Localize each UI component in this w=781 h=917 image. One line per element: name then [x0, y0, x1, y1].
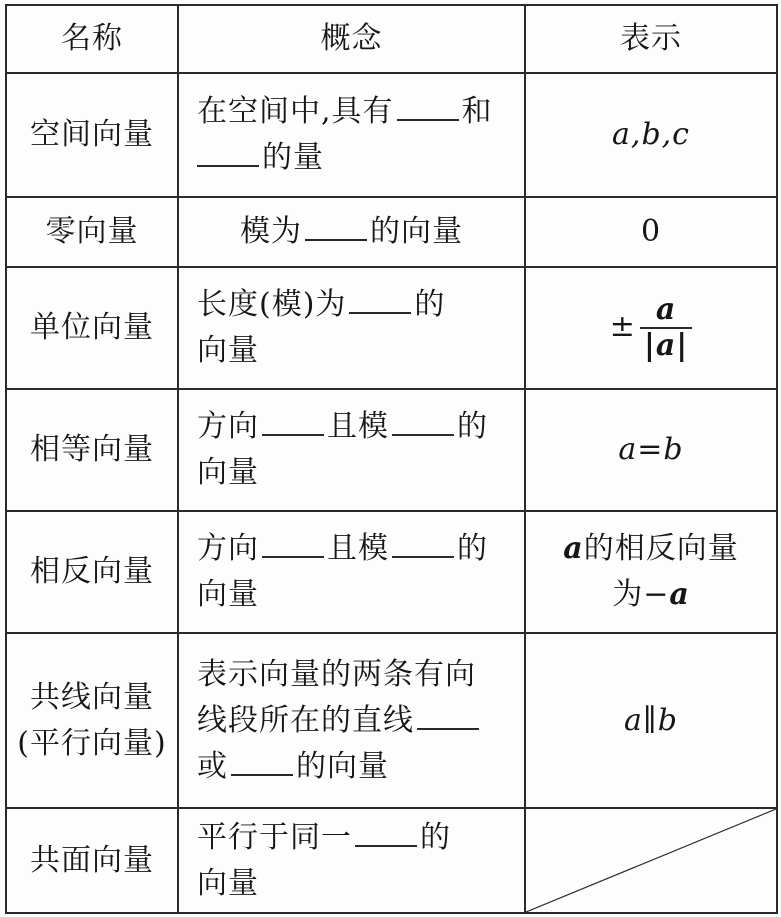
table-row: [6, 511, 777, 633]
plus-minus-sign: ±: [609, 309, 636, 344]
fill-in-blank: [392, 433, 454, 436]
row-concept: [178, 389, 525, 511]
fill-in-blank: [262, 555, 324, 558]
row-concept: [178, 511, 525, 633]
fraction: [640, 293, 692, 363]
concept-text: 的: [414, 287, 446, 322]
concept-text: 在空间中,具有: [197, 94, 394, 129]
row-concept: [178, 73, 525, 197]
concept-text: 且模: [327, 531, 389, 566]
concept-text: 的向量: [370, 214, 463, 249]
concept-text: 向量: [197, 865, 259, 901]
row-name: 共面向量: [6, 808, 178, 913]
header-name: 名称: [6, 5, 178, 73]
row-representation-empty: [525, 808, 777, 913]
fill-in-blank: [305, 238, 367, 241]
fill-in-blank: [231, 773, 293, 776]
table-row: [6, 633, 777, 808]
rep-variable: a: [669, 577, 690, 612]
concept-text: 的: [457, 531, 488, 566]
row-representation: a=b: [525, 389, 777, 511]
concept-text: 的量: [262, 140, 324, 175]
row-concept: [178, 267, 525, 389]
table-row: [6, 73, 777, 197]
concept-text: 方向: [197, 531, 259, 566]
fraction-numerator: a: [640, 293, 692, 329]
concept-text: 的向量: [296, 748, 389, 784]
concept-text: 表示向量的两条有向: [197, 656, 476, 692]
fill-in-blank: [349, 311, 411, 314]
fill-in-blank: [197, 164, 259, 167]
table-row: [6, 267, 777, 389]
row-name: 相反向量: [6, 511, 178, 633]
row-representation: [525, 267, 777, 389]
row-name-line: 共线向量: [30, 679, 154, 715]
row-representation: a∥b: [525, 633, 777, 808]
row-name: 单位向量: [6, 267, 178, 389]
fill-in-blank: [397, 118, 459, 121]
rep-text: 的相反向量: [583, 531, 739, 566]
row-name: 相等向量: [6, 389, 178, 511]
row-concept: [178, 808, 525, 913]
row-name: 零向量: [6, 197, 178, 267]
concept-text: 模为: [240, 214, 302, 249]
rep-variable: a: [563, 531, 584, 566]
row-name: [6, 633, 178, 808]
fill-in-blank: [262, 433, 324, 436]
table-row: [6, 808, 777, 913]
concept-text: 线段所在的直线: [197, 702, 414, 738]
fill-in-blank: [355, 844, 417, 847]
row-representation: 0: [525, 197, 777, 267]
fraction-denominator: |a|: [643, 328, 689, 363]
concept-text: 向量: [197, 577, 259, 612]
concept-text: 向量: [197, 455, 259, 490]
concept-text: 方向: [197, 409, 259, 444]
row-name: 空间向量: [6, 73, 178, 197]
concept-text: 向量: [197, 333, 259, 368]
concept-text: 且模: [327, 409, 389, 444]
row-representation: [525, 511, 777, 633]
concept-text: 和: [461, 94, 493, 129]
table-row: [6, 389, 777, 511]
concept-text: 平行于同一: [197, 819, 352, 855]
vector-concept-table: [5, 4, 778, 914]
fill-in-blank: [392, 555, 454, 558]
table-row: [6, 197, 777, 267]
table-header-row: [6, 5, 777, 73]
concept-text: 长度(模)为: [197, 287, 347, 322]
header-concept: 概念: [178, 5, 525, 73]
row-concept: [178, 633, 525, 808]
concept-text: 的: [420, 819, 451, 855]
concept-text: 的: [457, 409, 488, 444]
header-representation: 表示: [525, 5, 777, 73]
diagonal-slash-line: [526, 809, 776, 912]
concept-text: 或: [197, 748, 228, 784]
row-representation: a,b,c: [525, 73, 777, 197]
row-name-line: (平行向量): [17, 725, 167, 761]
row-concept: [178, 197, 525, 267]
fill-in-blank: [417, 727, 479, 730]
rep-text: 为−: [612, 577, 670, 612]
